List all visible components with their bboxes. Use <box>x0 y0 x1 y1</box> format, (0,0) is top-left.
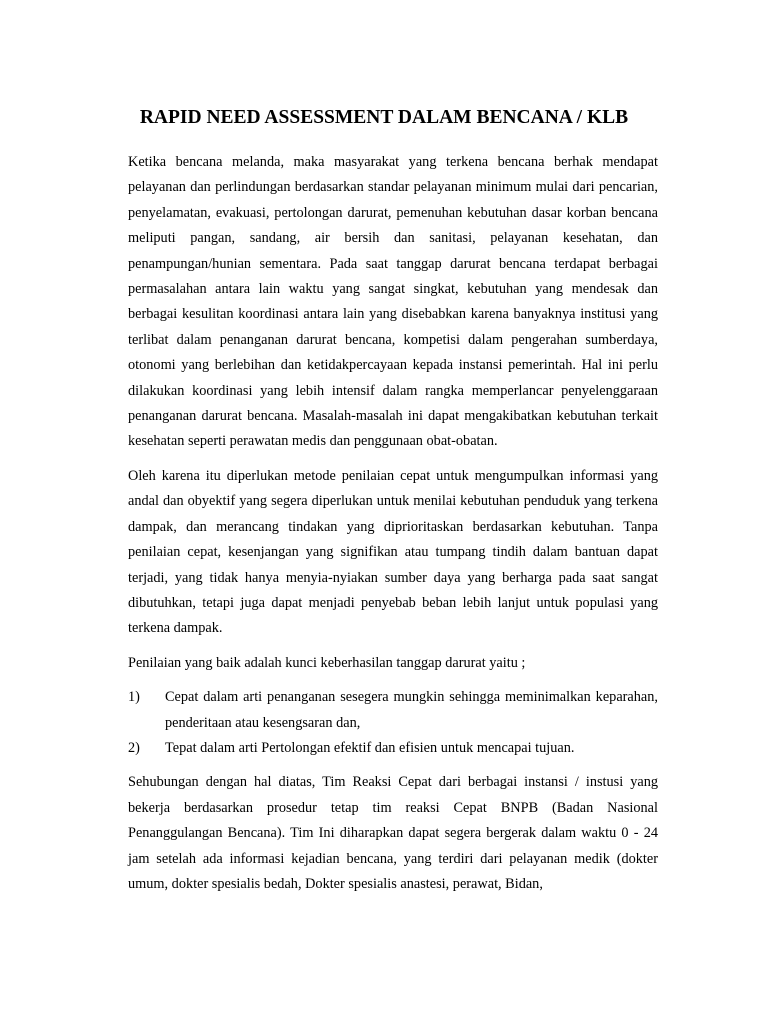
document-body <box>128 150 658 897</box>
list-item <box>128 736 658 761</box>
list-item-text: Tepat dalam arti Pertolongan efektif dan efisien untuk mencapai tujuan. <box>165 739 575 756</box>
paragraph-key-success: Penilaian yang baik adalah kunci keberhasilan tanggap darurat yaitu ; <box>128 654 526 671</box>
numbered-list <box>128 685 658 761</box>
list-item-text: Cepat dalam arti penanganan sesegera mungkin sehingga meminimalkan keparahan, penderitaan atau kesengsaran dan, <box>165 689 658 731</box>
paragraph-rapid-response-team: Sehubungan dengan hal diatas, Tim Reaksi Cepat dari berbagai instansi / instusi yang bekerja berdasarkan prosedur tetap tim reaksi Cepat BNPB (Badan Nasional Penanggulangan Bencana). Tim Ini diharapkan dapat segera bergerak dalam waktu 0 - 24 jam setelah ada informasi kejadian bencana, yang terdiri dari pelayanan medik (dokter umum, dokter spesialis bedah, Dokter spesialis anastesi, perawat, Bidan, <box>128 774 658 892</box>
list-item <box>128 685 658 736</box>
paragraph-intro: Ketika bencana melanda, maka masyarakat yang terkena bencana berhak mendapat pelayanan dan perlindungan berdasarkan standar pelayanan minimum mulai dari pencarian, penyelamatan, evakuasi, pertolongan darurat, pemenuhan kebutuhan dasar korban bencana meliputi pangan, sandang, air bersih dan sanitasi, pelayanan kesehatan, dan penampungan/hunian sementara. Pada saat tanggap darurat bencana terdapat berbagai permasalahan antara lain waktu yang sangat singkat, kebutuhan yang mendesak dan berbagai kesulitan koordinasi antara lain yang disebabkan karena banyaknya institusi yang terlibat dalam penanganan darurat bencana, kompetisi dalam pengerahan sumberdaya, otonomi yang berlebihan dan ketidakpercayaan kepada instansi pemerintah. Hal ini perlu dilakukan koordinasi yang lebih intensif dalam rangka memperlancar penyelenggaraan penanganan darurat bencana. Masalah-masalah ini dapat mengakibatkan kebutuhan terkait kesehatan seperti perawatan medis dan penggunaan obat-obatan. <box>128 154 658 450</box>
list-item-number: 2) <box>128 739 140 756</box>
paragraph-assessment-method: Oleh karena itu diperlukan metode penilaian cepat untuk mengumpulkan informasi yang andal dan obyektif yang segera diperlukan untuk menilai kebutuhan penduduk yang terkena dampak, dan merancang tindakan yang diprioritaskan berdasarkan kebutuhan. Tanpa penilaian cepat, kesenjangan yang signifikan atau tumpang tindih dalam bantuan dapat terjadi, yang tidak hanya menyia-nyiakan sumber daya yang berharga pada saat sangat dibutuhkan, tetapi juga dapat menjadi penyebab beban lebih lanjut untuk populasi yang terkena dampak. <box>128 467 658 637</box>
document-title: RAPID NEED ASSESSMENT DALAM BENCANA / KLB <box>139 107 629 128</box>
list-item-number: 1) <box>128 689 140 706</box>
